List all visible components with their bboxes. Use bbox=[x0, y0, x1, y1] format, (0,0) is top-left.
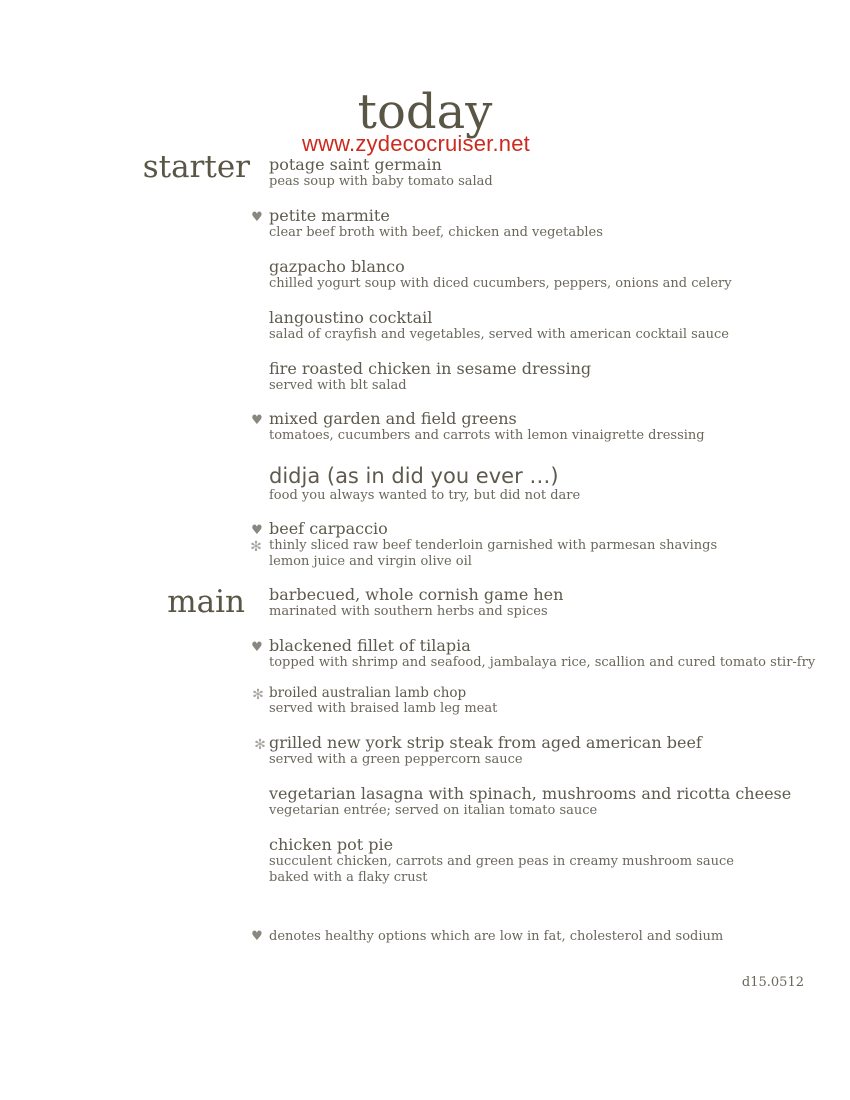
menu-item-description: baked with a flaky crust bbox=[269, 869, 428, 885]
menu-item bbox=[269, 207, 603, 241]
menu-item-name: blackened fillet of tilapia bbox=[269, 636, 471, 655]
menu-item bbox=[269, 734, 702, 768]
menu-item bbox=[269, 410, 705, 444]
menu-item-description: peas soup with baby tomato salad bbox=[269, 174, 493, 189]
menu-item-description: marinated with southern herbs and spices bbox=[269, 604, 548, 619]
menu-item-description: served with blt salad bbox=[269, 378, 407, 393]
menu-item bbox=[269, 685, 497, 717]
menu-item-name: chicken pot pie bbox=[269, 835, 394, 854]
menu-item-featured bbox=[269, 464, 580, 504]
menu-item-name: mixed garden and field greens bbox=[269, 409, 517, 428]
menu-item bbox=[269, 586, 563, 620]
heart-icon: ♥ bbox=[251, 929, 263, 944]
asterisk-icon: ✻ bbox=[254, 737, 266, 753]
asterisk-icon: ✻ bbox=[252, 687, 264, 703]
menu-item bbox=[269, 258, 732, 292]
healthy-options-footnote: denotes healthy options which are low in fat, cholesterol and sodium bbox=[269, 929, 724, 944]
menu-item bbox=[269, 637, 815, 671]
menu-item-description: thinly sliced raw beef tenderloin garnished with parmesan shavings bbox=[269, 538, 718, 553]
watermark-url: www.zydecocruiser.net bbox=[302, 131, 530, 156]
menu-item bbox=[269, 360, 591, 394]
menu-item-description: tomatoes, cucumbers and carrots with lemon vinaigrette dressing bbox=[269, 428, 705, 443]
heart-icon: ♥ bbox=[251, 640, 263, 655]
menu-item-name: didja (as in did you ever …) bbox=[269, 464, 559, 488]
section-heading-main: main bbox=[167, 584, 245, 620]
page-title: today bbox=[357, 84, 493, 140]
menu-item bbox=[269, 785, 791, 819]
menu-item-name: barbecued, whole cornish game hen bbox=[269, 585, 564, 604]
menu-item-description: served with braised lamb leg meat bbox=[269, 701, 498, 716]
menu-item-description: topped with shrimp and seafood, jambalaya rice, scallion and cured tomato stir-fry bbox=[269, 655, 816, 670]
menu-code: d15.0512 bbox=[741, 975, 804, 990]
menu-item-name: potage saint germain bbox=[269, 155, 442, 174]
menu-item-description: succulent chicken, carrots and green peas in creamy mushroom sauce bbox=[269, 854, 734, 869]
heart-icon: ♥ bbox=[251, 210, 263, 225]
menu-item bbox=[269, 520, 717, 569]
menu-item-name: broiled australian lamb chop bbox=[269, 685, 467, 701]
menu-item-description: salad of crayfish and vegetables, served with american cocktail sauce bbox=[269, 327, 729, 342]
menu-item-name: vegetarian lasagna with spinach, mushrooms and ricotta cheese bbox=[269, 784, 792, 803]
menu-item-description: vegetarian entrée; served on italian tomato sauce bbox=[269, 803, 598, 818]
heart-icon: ♥ bbox=[251, 523, 263, 538]
menu-item bbox=[269, 156, 493, 190]
menu-item-description: clear beef broth with beef, chicken and vegetables bbox=[269, 225, 603, 240]
menu-item-name: beef carpaccio bbox=[269, 519, 388, 538]
asterisk-icon: ✻ bbox=[250, 539, 262, 555]
menu-item bbox=[269, 836, 734, 885]
menu-item-description: chilled yogurt soup with diced cucumbers, peppers, onions and celery bbox=[269, 276, 732, 291]
menu-item-description: food you always wanted to try, but did not dare bbox=[269, 488, 581, 503]
menu-item-name: langoustino cocktail bbox=[269, 308, 433, 327]
menu-item-name: gazpacho blanco bbox=[269, 257, 405, 276]
menu-item-description: lemon juice and virgin olive oil bbox=[269, 553, 472, 569]
menu-item-description: served with a green peppercorn sauce bbox=[269, 752, 523, 767]
menu-item bbox=[269, 309, 729, 343]
menu-item-name: grilled new york strip steak from aged american beef bbox=[269, 733, 702, 752]
menu-item-name: fire roasted chicken in sesame dressing bbox=[269, 359, 592, 378]
section-heading-starter: starter bbox=[142, 149, 250, 185]
heart-icon: ♥ bbox=[251, 413, 263, 428]
menu-item-name: petite marmite bbox=[269, 206, 390, 225]
